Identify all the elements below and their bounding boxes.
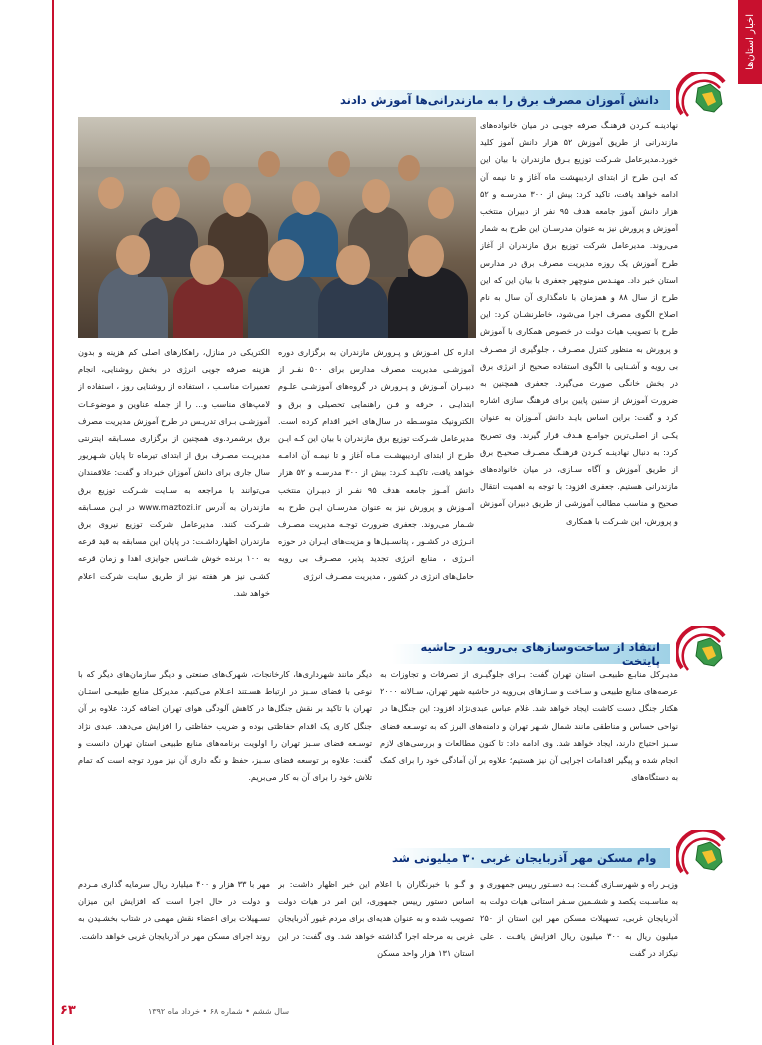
article2-headline: انتقاد از ساخت‌وسازهای بی‌رویه در حاشیه پایتخت (392, 644, 670, 664)
article3-headline: وام مسکن مهر آذربایجان غربی ۳۰ میلیونی شد (392, 848, 670, 868)
article1-column-left: الکتریکی در منازل، راهکارهای اصلی کم هزینه و بدون هزینه صرفه جویی انرژی در بخش روشنایی، انجام تعمیرات مناسـب ، استفاده از روشنایی روز ، استفاده از لامپ‌های مناسب و... را از جمله عناوین و موضوعـات آموزشـی بـرای تدریـس در طرح آموزش مدیریت مصرف برق برشمرد.وی همچنین از برگزاری مسـابقه اینترنتی مدیریـت مصـرف برق از ابتدای تیرماه تا پایان شـهریور سال جاری برای دانش آموزان خبرداد و گفت: علاقمندان می‌توانند با مراجعه به سـایت شـرکت توزیع برق مازندران به آدرس www.maztozi.ir در ایـن مسـابقه شـرکت کنند. مدیرعامل شرکت توزیع نیروی برق مازندران اظهارداشـت: در پایان این مسابقه به قید قرعه به ۱۰۰ برنده خوش شـانس جوایزی اهدا و زمان قرعه کشـی نیز هر هفته نیز از طریق سایت شرکت اعلام خواهد شد. (78, 347, 270, 598)
iran-map-logo-icon (676, 830, 732, 880)
section-tab (738, 0, 762, 84)
page-number: ۶۳ (60, 1003, 76, 1018)
article1-headline: دانش آموزان مصرف برق را به مازندرانی‌ها آموزش دادند (340, 90, 670, 110)
article1-column-right: نهادینـه کـردن فرهنـگ صرفه جویـی در میان خانواده‌های مازندرانی از طریق آموزش ۵۲ هزار دانش آموز کلید خورد.مدیرعامل شـرکت توزیع بـرق مازندران با بیان این که ایـن طرح از ابتدای اردیبهشت ماه آغاز و تا نیمه آن ادامه خواهد یافت، تاکید کرد: بیش از ۳۰۰ مدرسـه و ۵۲ هزار دانش آموز جامعه هدف ۹۵ نفر از دبیران منتخب آموزش و پرورش نیز به عنوان مدرسـان این طرح به شمار می‌روند. مدیرعامل شرکت توزیع برق مازندران از آغاز طرح آموزش یک روزه مدیریت مصرف برق در مدارس استان خبر داد. مهنـدس منوچهر جعفری با بیان این که این طرح از سال ۸۸ و همزمان با نامگذاری آن سال به نام اصلاح الگوی مصرف اجرا می‌شود، خاطرنشـان کرد: این طرح با تصویب هیات دولت در خصوص همکاری با آموزش و پرورش به منظور کنترل مصـرف ، جلوگیری از مصـرف بی رویه و آشـنایی با الگوی استفاده صحیح از انرژی برق در بخش خانگی صورت می‌گیرد. جعفری همچنین به ضرورت آموزش از سنین پایین برای فرهنگ سازی اشاره کرد و گفت: براین اساس بایـد دانش آمـوزان به عنوان یکـی از اصلی‌ترین جوامـع هـدف قرار گیرند. وی تصریح کرد: به دنبال نهادینـه کـردن فرهنـگ مصـرف صحیـح برق از طریق آموزش و آگاه سـازی، در میان خانواده‌های مازندرانی هستیم. جعفری افزود: با توجه به اهمیت انتقال صحیح و مناسب مطالب آموزشی از طریق دبیران آموزش و پرورش، این شـرکت با همکاری (480, 120, 678, 526)
issue-info: سال ششم • شماره ۶۸ • خرداد ماه ۱۳۹۲ (148, 1007, 290, 1016)
article1-column-middle: اداره کل امـوزش و پـرورش مازندران به برگزاری دوره آموزشـی مدیریت مصرف مدارس برای ۵۰۰ نفـر از دبیـران آمـوزش و پـرورش در گروه‌های آموزشـی علـوم ابتدایـی ، حرفه و فـن راهنمایی تحصیلی و برق و الکترونیک متوسـطه در سال‌های اخیر اقدام کرده است. مدیرعامل شـرکت توزیع برق مازندران با بیان این کـه ایـن طرح از ابتدای اردیبهشـت مـاه آغاز و تا نیمـه آن ادامـه خواهد یافت، تاکیـد کـرد: بیش از ۳۰۰ مدرسـه و ۵۲ هزار دانش آمـوز جامعه هدف ۹۵ نفـر از دبیـران منتخب آمـوزش و پرورش نیز به عنوان مدرسـان ایـن طرح به شـمار می‌روند. جعفری ضرورت توجـه مدیریت مصـرف انـرژی در کشـور ، پتانسـیل‌ها و مزیت‌های ایـران در حوزه انـرژی ، منابع انرژی تجدید پذیر، مصـرف بی رویه حامل‌های انرژی در کشور ، مدیریت مصـرف انرژی (278, 347, 474, 581)
margin-rule (52, 0, 54, 1045)
article3-column-left: مهر با ۳۳ هزار و ۴۰۰ میلیارد ریال سرمایه گذاری مـردم و دولت در حال اجرا است که افزایش این میزان تسـهیلات برای اعضاء نقش مهمی در شتاب بخشـیدن به روند اجرای مسکن مهر در آذربایجان غربی خواهد داشت. (78, 879, 270, 941)
section-tab-label: اخبار استان‌ها (744, 14, 756, 70)
article2-column-right: مدیـرکل منابـع طبیعـی استان تهران گفت: بـرای جلوگیـری از تصرفات و تجاوزات به عرصه‌های منابع طبیعی و سـاخت و سـازهای بی‌رویه در حاشیه شهر تهران، سـالانه ۲۰۰۰ هکتار جنگل دست کاشت ایجاد خواهد شد. غلام عباس عبدی‌نژاد افزود: این جنگل‌ها در نواحی حساس و مناطقی مانند شمال شـهر تهران و دامنه‌های البرز که به توسـعه فضای سـبز احتیاج دارند، ایجاد خواهد شد. وی ادامه داد: تا کنون مطالعات و بررسی‌های لازم انجام شده و پیگیر اقدامات اجرایی آن نیز هستیم؛ علاوه بر آن آمادگی خود را برای کمک به دستگاه‌های (380, 669, 678, 783)
iran-map-logo-icon (676, 626, 732, 676)
students-photo (78, 117, 476, 338)
iran-map-logo-icon (676, 72, 732, 122)
article3-column-right: وزیـر راه و شهرسـازی گفـت: بـه دسـتور رییس جمهوری و به مناسـبت یکصد و ششـمین سـفر استانی هیات دولت به آذربایجان غربی، تسهیلات مسکن مهر این استان از ۲۵۰ میلیون ریال به ۳۰۰ میلیون ریال افزایش یافـت . علی نیکزاد در گفت (480, 879, 678, 958)
article3-column-middle: و گـو با خبرنگاران با اعلام این خبر اظهار داشت: بر اساس دستور رییس جمهوری، این امر در هیات دولت تصویب شده و به عنوان هدیه‌ای برای مردم غیور آذربایجان غربی به مرحله اجرا گذاشته خواهد شد. وی گفت: در این استان ۱۳۱ هزار واحد مسکن (278, 879, 474, 958)
article2-column-left: دیگر مانند شهرداری‌ها، کارخانجات، شهرک‌های صنعتی و دیگر سازمان‌های دیگر که با نوعی با فضای سـبز در ارتباط هسـتند اعـلام می‌کنیم. مدیرکل منابع طبیعـی استـان تهران با تاکید بر نقش جنگل‌ها در کاهش آلودگی هوای تهران اضافه کرد: علاوه بر آن جنگل کاری یک اقدام حفاظتی بوده و ضریب حفاظتی را افزایش می‌دهد. عبدی نژاد توسـعه فضای سـبز تهران را اولویت برنامه‌های منابع طبیعی استان تهران دانست و گفت: علاوه بر توسعه فضای سـبز، حفظ و نگه داری آن نیز مورد توجه است که تمام تلاش خود را برای آن به کار می‌بریم. (78, 669, 372, 783)
